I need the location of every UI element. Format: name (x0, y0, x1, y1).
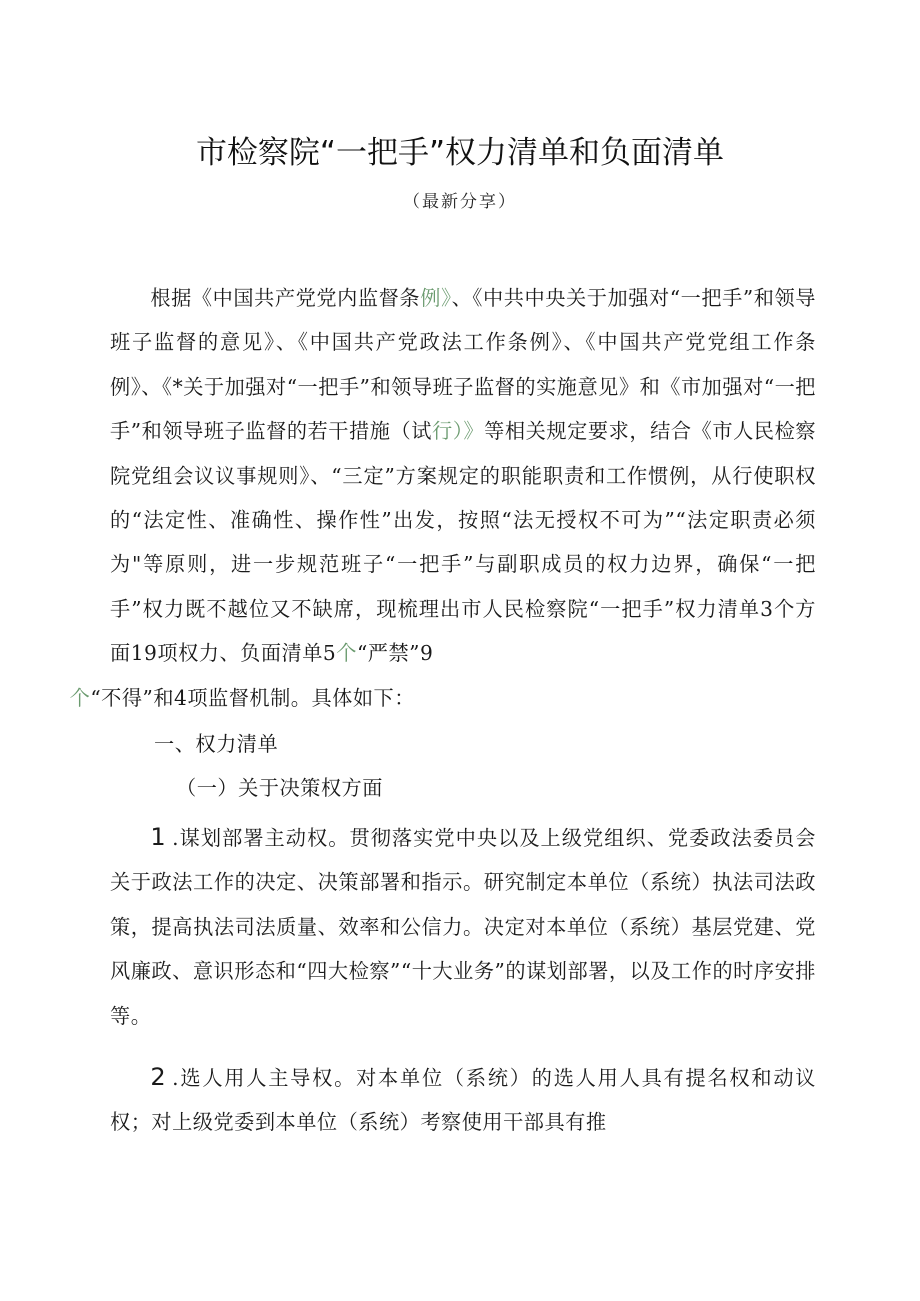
document-title: 市检察院“一把手”权力清单和负面清单 (195, 135, 725, 171)
item-number-1: 1 (150, 823, 167, 851)
intro-highlight-1: 例》 (420, 286, 452, 310)
intro-paragraph (69, 276, 817, 720)
intro-highlight-2: 行）》 (432, 419, 485, 444)
subsection-heading-decision: （一）关于决策权方面 (176, 776, 383, 800)
item-text-2: .选人用人主导权。对本单位（系统）的选人用人具有提名权和动议权；对上级党委到本单位（系统）考察使用干部具有推 (110, 1066, 816, 1135)
intro-text-2: 、《中共中央关于加强对“一把手”和领导班子监督的意见》、《中国共产党政法工作条例》、《中国共产党党组工作条例》、《*关于加强对“一把手”和领导班子监督的实施意见》和《市加强对“一把手”和领导班子监督的若干措施（试 (110, 286, 816, 444)
list-item-1 (110, 815, 816, 1038)
intro-text-1: 根据《中国共产党党内监督条 (150, 286, 421, 310)
item-text-1: .谋划部署主动权。贯彻落实党中央以及上级党组织、党委政法委员会关于政法工作的决定、决策部署和指示。研究制定本单位（系统）执法司法政策，提高执法司法质量、效率和公信力。决定对本单位（系统）基层党建、党风廉政、意识形态和“四大检察”“十大业务”的谋划部署，以及工作的时序安排等。 (110, 826, 816, 1028)
intro-text-5: “不得”和4项监督机制。具体如下： (90, 685, 415, 710)
intro-highlight-3: 个 (336, 641, 357, 666)
intro-highlight-4: 个 (69, 685, 91, 710)
document-subtitle: （最新分享） (403, 192, 517, 212)
intro-text-4: “严禁”9 (356, 641, 434, 666)
intro-text-3: 等相关规定要求，结合《市人民检察院党组会议议事规则》、“三定”方案规定的职能职责和工作惯例，从行使职权的“法定性、准确性、操作性”出发，按照“法无授权不可为”“法定职责必须为"等原则，进一步规范班子“一把手”与副职成员的权力边界，确保“一把手”权力既不越位又不缺席，现梳理出市人民检察院“一把手”权力清单3个方面19项权力、负面清单5 (110, 419, 817, 666)
section-heading-power-list: 一、权力清单 (154, 732, 279, 756)
item-number-2: 2 (150, 1063, 167, 1091)
list-item-2 (110, 1055, 816, 1145)
